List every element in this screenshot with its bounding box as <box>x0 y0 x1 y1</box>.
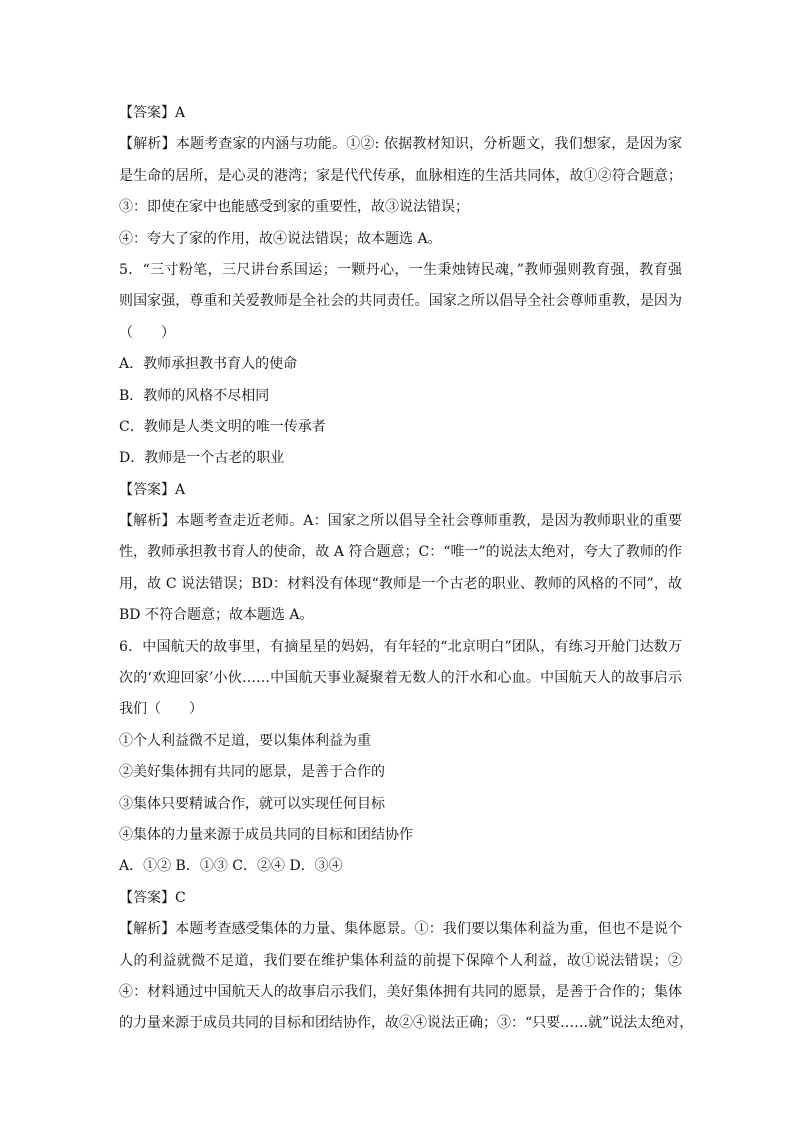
analysis-text: 的力量来源于成员共同的目标和团结协作，故②④说法正确；③：“只要……就”说法太绝对， <box>119 1015 694 1032</box>
analysis-text: BD 不符合题意；故本题选 A。 <box>119 607 314 624</box>
analysis-text: 用，故 C 说法错误；BD：材料没有体现“教师是一个古老的职业、教师的风格的不同”，故 <box>119 575 682 592</box>
statement-item: ①个人利益微不足道，要以集体利益为重 <box>119 732 371 749</box>
analysis-text: ③：即使在家中也能感受到家的重要性，故③说法错误； <box>119 199 469 216</box>
question-text: 次的‘欢迎回家’小伙……中国航天事业凝聚着无数人的汗水和心血。中国航天人的故事启示 <box>119 670 682 687</box>
statement-item: ④集体的力量来源于成员共同的目标和团结协作 <box>119 826 413 843</box>
question-text: 我们（ ） <box>119 701 203 718</box>
analysis-text: 【解析】本题考查感受集体的力量、集体愿景。①：我们要以集体利益为重，但也不是说个 <box>119 921 682 938</box>
answer-label: 【答案】A <box>119 105 186 121</box>
option-item: D．教师是一个古老的职业 <box>119 450 285 467</box>
question-text: 5．“三寸粉笔，三尺讲台系国运；一颗丹心，一生秉烛铸民魂，”教师强则教育强，教育强 <box>119 261 682 278</box>
analysis-text: 【解析】本题考查家的内涵与功能。①②: 依据教材知识，分析题文，我们想家，是因为家 <box>119 136 682 153</box>
document-body <box>119 98 694 1040</box>
options-row: A．①② B．①③ C．②④ D．③④ <box>119 858 343 875</box>
answer-label: 【答案】C <box>119 889 186 906</box>
question-text: 则国家强，尊重和关爱教师是全社会的共同责任。国家之所以倡导全社会尊师重教，是因为 <box>119 293 682 310</box>
question-blank: （ ） <box>119 324 175 341</box>
option-item: B．教师的风格不尽相同 <box>119 387 270 404</box>
option-item: A．教师承担教书育人的使命 <box>119 356 298 373</box>
analysis-text: 【解析】本题考查走近老师。A：国家之所以倡导全社会尊师重教，是因为教师职业的重要 <box>119 513 682 530</box>
analysis-text: 是生命的居所，是心灵的港湾；家是代代传承，血脉相连的生活共同体，故①②符合题意； <box>119 167 682 184</box>
analysis-text: 性，教师承担教书育人的使命，故 A 符合题意；C：“唯一”的说法太绝对，夸大了教师的作 <box>119 544 682 561</box>
question-text: 6．中国航天的故事里，有摘星星的妈妈，有年轻的“北京明白”团队，有练习开舱门达数万 <box>119 638 682 655</box>
answer-label: 【答案】A <box>119 481 186 498</box>
statement-item: ②美好集体拥有共同的愿景，是善于合作的 <box>119 764 385 781</box>
option-item: C．教师是人类文明的唯一传承者 <box>119 418 326 435</box>
analysis-text: 人的利益就微不足道，我们要在维护集体利益的前提下保障个人利益，故①说法错误；② <box>119 952 682 969</box>
analysis-text: ④：材料通过中国航天人的故事启示我们，美好集体拥有共同的愿景，是善于合作的；集体 <box>119 983 682 1000</box>
analysis-text: ④：夸大了家的作用，故④说法错误；故本题选 A。 <box>119 230 442 247</box>
statement-item: ③集体只要精诚合作，就可以实现任何目标 <box>119 795 385 812</box>
